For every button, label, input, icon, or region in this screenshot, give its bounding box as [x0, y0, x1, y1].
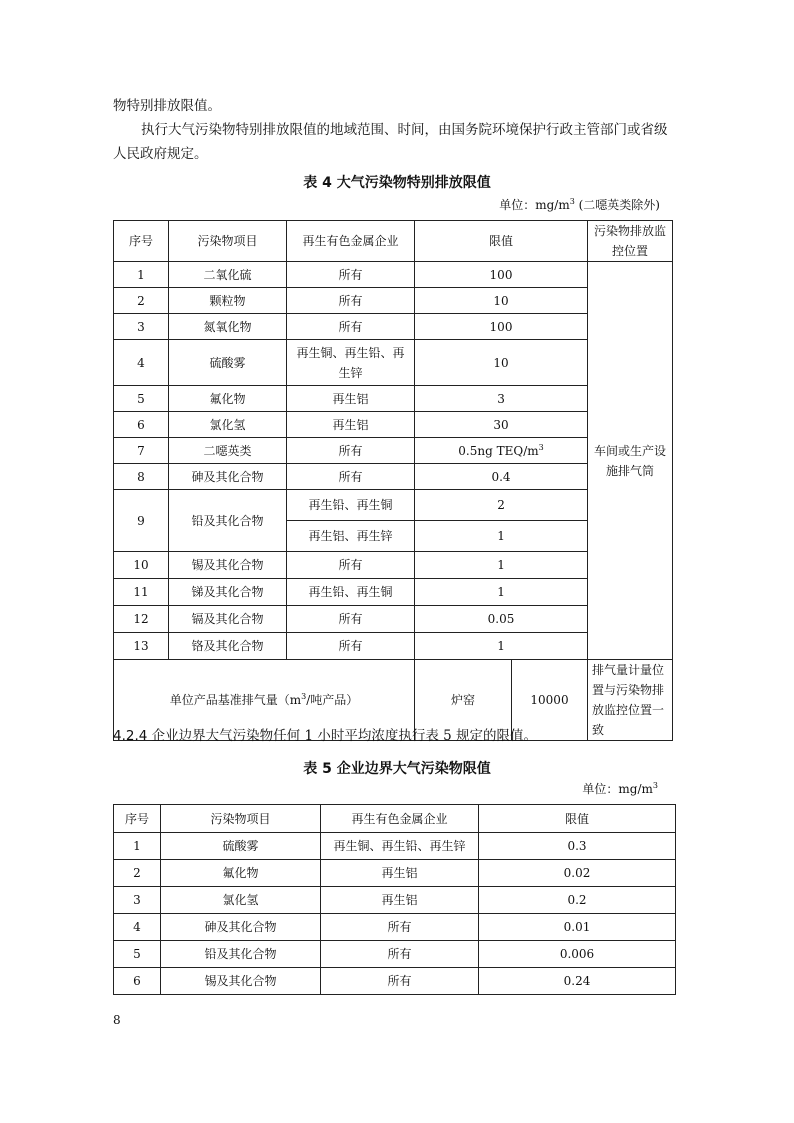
header-cell: 序号: [114, 221, 169, 262]
cell-item: 氯化氢: [161, 887, 321, 914]
cell-no: 3: [114, 887, 161, 914]
footer-label: 单位产品基准排气量（$m^3/$吨产品）: [114, 660, 415, 741]
cell-limit: 0.24: [479, 968, 676, 995]
table5: [113, 804, 676, 995]
cell-limit: 100: [415, 262, 588, 288]
cell-limit: 3: [415, 386, 588, 412]
header-cell: 再生有色金属企业: [287, 221, 415, 262]
cell-enterprise: 所有: [287, 262, 415, 288]
header-cell: 序号: [114, 805, 161, 833]
cell-item: 铬及其化合物: [169, 633, 287, 660]
cell-enterprise: 再生铝: [321, 887, 479, 914]
table5-header-row: [114, 805, 676, 833]
table-row: [114, 833, 676, 860]
table4-header-row: [114, 221, 673, 262]
cell-item: 锡及其化合物: [169, 552, 287, 579]
cell-limit: 1: [415, 521, 588, 552]
page-number: 8: [113, 1013, 121, 1027]
table4: [113, 220, 673, 741]
cell-no: 6: [114, 412, 169, 438]
cell-no: 1: [114, 262, 169, 288]
intro-paragraph: 执行大气污染物特别排放限值的地域范围、时间，由国务院环境保护行政主管部门或省级人民政府规定。: [113, 122, 668, 162]
cell-no: 13: [114, 633, 169, 660]
section-4-2-4: 4.2.4 企业边界大气污染物任何 1 小时平均浓度执行表 5 规定的限值。: [113, 728, 537, 744]
cell-item: 二氧化硫: [169, 262, 287, 288]
cell-item: 砷及其化合物: [161, 914, 321, 941]
footer-enterprise: 炉窑: [415, 660, 512, 741]
table5-unit: 单位：$mg/m^3$: [582, 781, 658, 796]
cell-item: 二噁英类: [169, 438, 287, 464]
intro-line1: 物特别排放限值。: [113, 98, 221, 114]
table5-title: 表 5 企业边界大气污染物限值: [303, 761, 491, 777]
table-row: [114, 968, 676, 995]
cell-enterprise: 再生铜、再生铅、再生锌: [321, 833, 479, 860]
cell-limit: 100: [415, 314, 588, 340]
cell-item: 铅及其化合物: [169, 490, 287, 552]
cell-item: 氟化物: [169, 386, 287, 412]
cell-item: 镉及其化合物: [169, 606, 287, 633]
cell-enterprise: 所有: [287, 464, 415, 490]
cell-limit: 0.2: [479, 887, 676, 914]
cell-enterprise: 所有: [287, 314, 415, 340]
cell-no: 1: [114, 833, 161, 860]
header-cell: 限值: [479, 805, 676, 833]
cell-no: 5: [114, 941, 161, 968]
table-row: [114, 941, 676, 968]
cell-limit: 10: [415, 340, 588, 386]
table4-unit: 单位：$mg/m^3$ (二噁英类除外): [499, 197, 660, 212]
cell-no: 2: [114, 860, 161, 887]
cell-enterprise: 所有: [287, 606, 415, 633]
cell-limit: 2: [415, 490, 588, 521]
footer-location: 排气量计量位置与污染物排放监控位置一致: [588, 660, 673, 741]
table-row: [114, 860, 676, 887]
cell-no: 5: [114, 386, 169, 412]
footer-limit: 10000: [512, 660, 588, 741]
cell-no: 7: [114, 438, 169, 464]
cell-limit: 0.02: [479, 860, 676, 887]
cell-no: 2: [114, 288, 169, 314]
cell-enterprise: 所有: [321, 914, 479, 941]
cell-item: 硫酸雾: [161, 833, 321, 860]
cell-item: 铅及其化合物: [161, 941, 321, 968]
cell-enterprise: 所有: [287, 552, 415, 579]
header-cell: 污染物项目: [169, 221, 287, 262]
cell-enterprise: 再生铝: [287, 412, 415, 438]
cell-limit: 0.5ng TEQ/$m^3$: [415, 438, 588, 464]
cell-no: 4: [114, 914, 161, 941]
header-cell: 再生有色金属企业: [321, 805, 479, 833]
cell-enterprise: 再生铅、再生铜: [287, 579, 415, 606]
cell-enterprise: 再生铜、再生铅、再生锌: [287, 340, 415, 386]
cell-item: 锑及其化合物: [169, 579, 287, 606]
table-row: [114, 914, 676, 941]
cell-item: 氟化物: [161, 860, 321, 887]
cell-item: 锡及其化合物: [161, 968, 321, 995]
cell-limit: 1: [415, 579, 588, 606]
cell-limit: 0.4: [415, 464, 588, 490]
cell-limit: 0.006: [479, 941, 676, 968]
cell-item: 硫酸雾: [169, 340, 287, 386]
cell-no: 6: [114, 968, 161, 995]
table-row: [114, 887, 676, 914]
cell-limit: 1: [415, 633, 588, 660]
table-row: [114, 262, 673, 288]
header-cell: 限值: [415, 221, 588, 262]
cell-no: 3: [114, 314, 169, 340]
cell-no: 11: [114, 579, 169, 606]
cell-limit: 0.01: [479, 914, 676, 941]
cell-limit: 0.05: [415, 606, 588, 633]
cell-enterprise: 再生铅、再生铜: [287, 490, 415, 521]
cell-no: 8: [114, 464, 169, 490]
cell-limit: 30: [415, 412, 588, 438]
cell-item: 氮氧化物: [169, 314, 287, 340]
cell-limit: 1: [415, 552, 588, 579]
cell-enterprise: 再生铝: [321, 860, 479, 887]
cell-enterprise: 所有: [321, 968, 479, 995]
cell-enterprise: 所有: [287, 438, 415, 464]
cell-limit: 10: [415, 288, 588, 314]
cell-no: 9: [114, 490, 169, 552]
cell-enterprise: 再生铝: [287, 386, 415, 412]
cell-item: 砷及其化合物: [169, 464, 287, 490]
cell-limit: 0.3: [479, 833, 676, 860]
cell-enterprise: 所有: [287, 288, 415, 314]
cell-enterprise: 所有: [321, 941, 479, 968]
cell-no: 4: [114, 340, 169, 386]
monitor-location-cell: 车间或生产设施排气筒: [588, 262, 673, 660]
cell-no: 12: [114, 606, 169, 633]
cell-no: 10: [114, 552, 169, 579]
cell-item: 颗粒物: [169, 288, 287, 314]
cell-enterprise: 再生铝、再生锌: [287, 521, 415, 552]
table4-title: 表 4 大气污染物特别排放限值: [303, 175, 491, 191]
cell-enterprise: 所有: [287, 633, 415, 660]
header-cell: 污染物排放监控位置: [588, 221, 673, 262]
cell-item: 氯化氢: [169, 412, 287, 438]
header-cell: 污染物项目: [161, 805, 321, 833]
